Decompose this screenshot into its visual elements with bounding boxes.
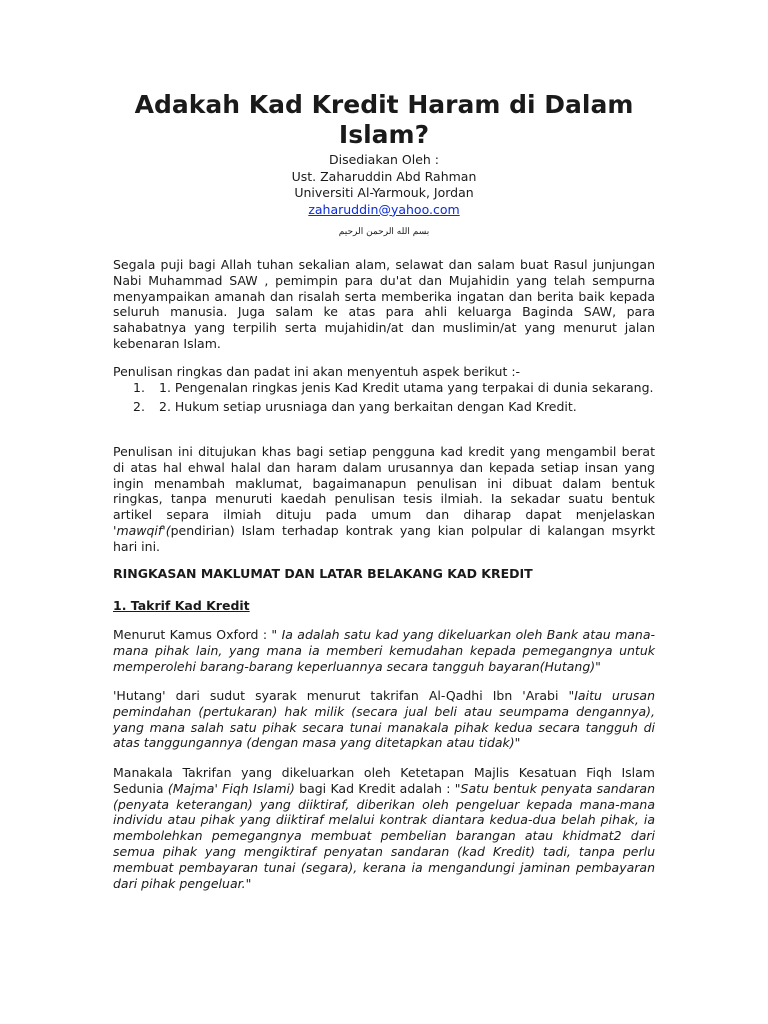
basmalah: بسم الله الرحمن الرحيم <box>338 227 430 237</box>
list-item-text: 2. Hukum setiap urusniaga dan yang berkaitan dengan Kad Kredit. <box>159 398 577 414</box>
oxford-definition <box>113 627 655 674</box>
majma-quote: Satu bentuk penyata sandaran (penyata keterangan) yang diiktiraf, diberikan oleh pengeluar kepada mana-mana individu atau pihak yang diiktiraf melalui kontrak diantara kedua-dua belah pihak, ia membolehkan pemegangnya membuat pembelian barangan atau khidmat2 dari semua pihak yang mengiktiraf penyatan sandaran (kad Kredit) tadi, tanpa perlu membuat pembayaran tunai (segara), kerana ia mengandungi jaminan pembayaran dari pihak pengeluar." <box>113 780 655 891</box>
hutang-lead: 'Hutang' dari sudut syarak menurut takrifan Al-Qadhi Ibn 'Arabi " <box>113 688 575 703</box>
list-marker: 2. <box>133 398 145 414</box>
author-email-link[interactable]: zaharuddin@yahoo.com <box>308 201 460 217</box>
purpose-text: Penulisan ini ditujukan khas bagi setiap pengguna kad kredit yang mengambil berat di atas hal ehwal halal dan haram dalam urusannya dan kepada setiap insan yang ingin menambah maklumat, bagaimanapun penulisan ini dibuat dalam bentuk ringkas, tanpa menuruti kaedah penulisan tesis ilmiah. Ia sekadar suatu bentuk artikel separa ilmiah dituju pada umum dan diharap dapat menjelaskan ' <box>113 444 655 538</box>
majma-lead: Manakala Takrifan yang dikeluarkan oleh Ketetapan Majlis Kesatuan Fiqh Islam Sedunia <box>113 765 655 796</box>
document-title: Adakah Kad Kredit Haram di Dalam Islam? <box>134 90 634 149</box>
hutang-definition <box>113 688 655 751</box>
author-institution: Universiti Al-Yarmouk, Jordan <box>294 185 474 200</box>
author-name: Ust. Zaharuddin Abd Rahman <box>291 168 477 184</box>
scope-lead: Penulisan ringkas dan padat ini akan menyentuh aspek berikut :- <box>113 364 521 379</box>
subsection-heading: 1. Takrif Kad Kredit <box>113 598 250 613</box>
majma-definition <box>113 765 655 891</box>
majma-name: (Majma' Fiqh Islami) <box>167 780 295 796</box>
list-item <box>113 380 655 396</box>
byline <box>184 152 584 218</box>
purpose-italic-term: mawqif'( <box>116 522 171 538</box>
list-marker: 1. <box>133 380 145 395</box>
list-item-text: 1. Pengenalan ringkas jenis Kad Kredit utama yang terpakai di dunia sekarang. <box>159 380 654 395</box>
prepared-by-label: Disediakan Oleh : <box>328 152 440 167</box>
scope-list <box>113 380 655 418</box>
list-item <box>113 399 655 415</box>
purpose-paragraph <box>113 444 655 555</box>
oxford-quote: Ia adalah satu kad yang dikeluarkan oleh Bank atau mana-mana pihak lain, yang mana ia memberi kemudahan kepada pemegangnya untuk memperolehi barang-barang keperluannya secara tangguh bayaran(Hutang)" <box>113 627 655 674</box>
section-heading: RINGKASAN MAKLUMAT DAN LATAR BELAKANG KAD KREDIT <box>113 566 533 581</box>
purpose-text-end: pendirian) Islam terhadap kontrak yang kian polpular di kalangan msyrkt hari ini. <box>113 522 655 554</box>
majma-middle: bagi Kad Kredit adalah : " <box>294 780 461 796</box>
intro-paragraph: Segala puji bagi Allah tuhan sekalian alam, selawat dan salam buat Rasul junjungan Nabi Muhammad SAW , pemimpin para du'at dan Mujahidin yang telah sempurna menyampaikan amanah dan risalah serta memberika ingatan dan berita baik kepada seluruh manusia. Juga salam ke atas para ahli keluarga Baginda SAW, para sahabatnya yang terpilih serta mujahidin/at dan muslimin/at yang menurut jalan kebenaran Islam. <box>113 257 655 351</box>
hutang-quote: Iaitu urusan pemindahan (pertukaran) hak milik (secara jual beli atau seumpama dengannya), yang mana salah satu pihak secara tunai manakala pihak kedua secara tangguh di atas tanggungannya (dengan masa yang ditetapkan atau tidak)" <box>113 688 655 751</box>
oxford-lead: Menurut Kamus Oxford : " <box>113 627 282 642</box>
